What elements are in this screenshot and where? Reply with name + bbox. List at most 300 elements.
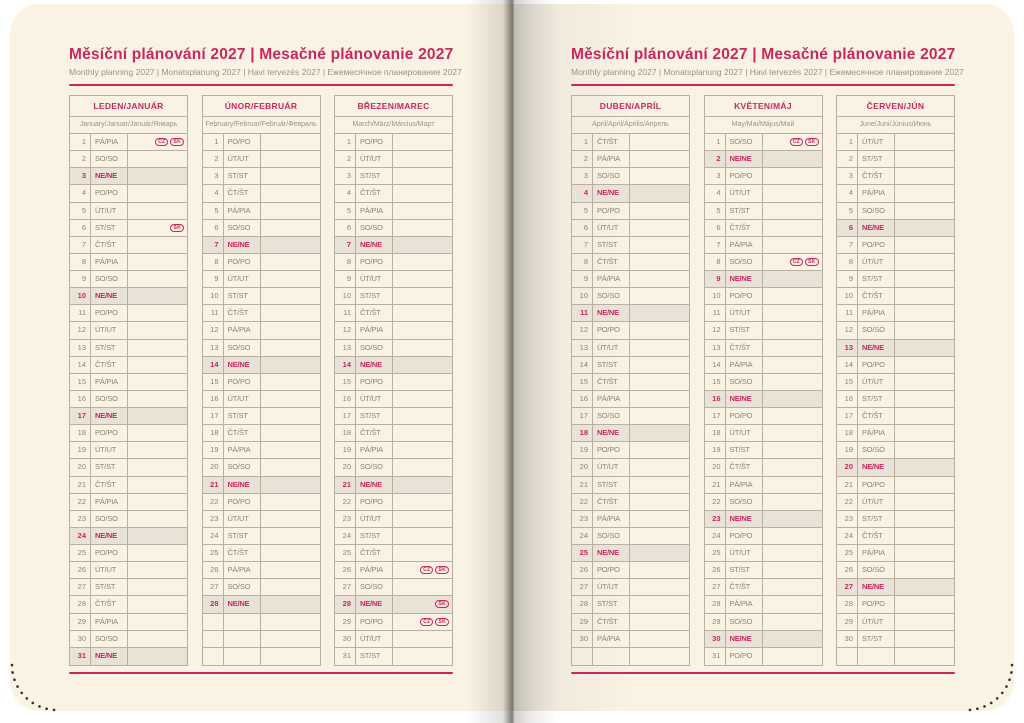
notes-cell [261,357,320,373]
day-name: ÚT/UT [224,271,261,287]
day-row [837,134,954,151]
empty-row [837,648,954,665]
day-number: 6 [203,220,224,236]
day-name: SO/SO [356,579,393,595]
day-number: 18 [837,425,858,441]
notes-cell [261,562,320,578]
notes-cell [261,391,320,407]
notes-cell [261,254,320,270]
day-row [705,305,822,322]
day-row [70,477,187,494]
day-row [70,340,187,357]
notes-cell [393,254,452,270]
day-number: 13 [203,340,224,356]
day-number: 5 [572,203,593,219]
notes-cell [128,477,187,493]
notes-cell [128,425,187,441]
sk-holiday-badge: SK [435,618,449,626]
day-number: 1 [705,134,726,150]
day-number: 7 [335,237,356,253]
day-number: 3 [203,168,224,184]
notes-cell [895,305,954,321]
notes-cell [763,614,822,630]
notes-cell [393,459,452,475]
day-number: 22 [837,494,858,510]
day-row [70,459,187,476]
day-name [593,648,630,665]
day-row [705,511,822,528]
notes-cell [128,185,187,201]
day-number: 4 [837,185,858,201]
day-row [705,271,822,288]
day-name: ČT/ŠT [356,425,393,441]
day-number: 5 [203,203,224,219]
day-name: ST/ST [593,477,630,493]
day-name: SO/SO [224,220,261,236]
day-number: 23 [705,511,726,527]
day-name: ÚT/UT [356,151,393,167]
day-number: 1 [572,134,593,150]
day-row [705,288,822,305]
day-name: ČT/ŠT [356,305,393,321]
notes-cell [630,237,689,253]
notes-cell [763,134,822,150]
day-row [70,237,187,254]
month-table [202,95,321,666]
day-name: PO/PO [726,648,763,665]
notes-cell [393,237,452,253]
day-number: 30 [335,631,356,647]
day-row [335,459,452,476]
day-name: ST/ST [593,596,630,612]
day-number: 23 [335,511,356,527]
day-name: SO/SO [858,203,895,219]
day-name: SO/SO [224,340,261,356]
notes-cell [393,494,452,510]
day-row [837,168,954,185]
day-name: PÁ/PIA [356,442,393,458]
day-number: 28 [837,596,858,612]
day-number: 31 [335,648,356,665]
day-name: ÚT/UT [726,545,763,561]
page-title: Měsíční plánování 2027 | Mesačné plánovanie 2027 [571,46,956,63]
day-number: 20 [705,459,726,475]
day-row [70,374,187,391]
notes-cell [630,545,689,561]
notes-cell [261,185,320,201]
day-name: NE/NE [91,408,128,424]
day-row [70,425,187,442]
day-name [224,648,261,665]
day-row [572,203,689,220]
day-name: SO/SO [593,288,630,304]
day-row [203,134,320,151]
day-row [572,494,689,511]
day-row [837,511,954,528]
sk-holiday-badge: SK [435,566,449,574]
notes-cell [630,220,689,236]
notes-cell [630,340,689,356]
day-name: ČT/ŠT [91,237,128,253]
day-number: 15 [203,374,224,390]
day-row [705,220,822,237]
day-row [572,408,689,425]
day-number: 17 [572,408,593,424]
day-name: ST/ST [356,648,393,665]
day-row [572,545,689,562]
notes-cell [393,357,452,373]
day-row [572,391,689,408]
day-number: 8 [70,254,91,270]
day-row [70,134,187,151]
notes-cell [763,425,822,441]
day-row [70,408,187,425]
day-number: 28 [335,596,356,612]
notes-cell [630,185,689,201]
day-row [705,528,822,545]
day-name: ÚT/UT [356,511,393,527]
day-number: 14 [335,357,356,373]
day-number: 30 [705,631,726,647]
day-name: ÚT/UT [356,631,393,647]
day-row [572,357,689,374]
day-name: ČT/ŠT [726,340,763,356]
day-number: 16 [705,391,726,407]
month-name: DUBEN/APRÍL [572,96,689,117]
notes-cell [763,528,822,544]
day-name: ČT/ŠT [726,220,763,236]
month-tables-left [69,95,453,666]
day-name: PO/PO [593,442,630,458]
day-name: PO/PO [858,237,895,253]
notes-cell [393,168,452,184]
day-number: 15 [705,374,726,390]
day-number: 4 [70,185,91,201]
notes-cell [261,322,320,338]
day-number [203,648,224,665]
day-name: PO/PO [858,477,895,493]
notes-cell [261,614,320,630]
notes-cell [763,648,822,665]
day-row [837,203,954,220]
notes-cell [630,271,689,287]
day-row [203,254,320,271]
day-name: PO/PO [224,134,261,150]
day-row [572,288,689,305]
day-number [837,648,858,665]
day-name: ST/ST [726,562,763,578]
day-name: NE/NE [858,459,895,475]
day-name: PO/PO [726,528,763,544]
notes-cell [261,494,320,510]
sk-holiday-badge: SK [435,600,449,608]
day-name: NE/NE [726,151,763,167]
day-row [335,185,452,202]
day-number: 27 [837,579,858,595]
notes-cell [261,237,320,253]
day-row [335,237,452,254]
notes-cell [128,305,187,321]
day-row [70,288,187,305]
notes-cell [393,151,452,167]
day-number [203,631,224,647]
day-row [705,596,822,613]
day-name: SO/SO [224,459,261,475]
day-row [572,340,689,357]
day-name: ČT/ŠT [224,425,261,441]
notes-cell [763,408,822,424]
day-number: 8 [203,254,224,270]
day-name: SO/SO [91,271,128,287]
day-number: 30 [70,631,91,647]
day-name: NE/NE [593,545,630,561]
notes-cell [895,614,954,630]
day-number: 15 [572,374,593,390]
notes-cell [128,203,187,219]
cz-holiday-badge: CZ [790,258,803,266]
day-number: 19 [705,442,726,458]
sk-holiday-badge: SK [805,138,819,146]
day-name: ÚT/UT [356,271,393,287]
day-row [203,408,320,425]
day-number: 7 [70,237,91,253]
notes-cell [895,288,954,304]
day-number: 15 [335,374,356,390]
notes-cell [393,631,452,647]
day-row [335,151,452,168]
day-number: 8 [705,254,726,270]
day-row [705,322,822,339]
day-row [70,631,187,648]
day-number: 18 [572,425,593,441]
day-row [572,579,689,596]
day-row [335,220,452,237]
day-name: PÁ/PIA [593,151,630,167]
day-number: 11 [705,305,726,321]
day-row [705,579,822,596]
day-number: 23 [70,511,91,527]
notes-cell [261,151,320,167]
day-name: NE/NE [726,391,763,407]
day-row [70,151,187,168]
day-row [70,545,187,562]
day-name: ST/ST [593,237,630,253]
day-number: 8 [335,254,356,270]
day-number [203,614,224,630]
day-name: ÚT/UT [858,614,895,630]
day-row [203,185,320,202]
day-row [837,391,954,408]
notes-cell [630,511,689,527]
day-row [837,374,954,391]
notes-cell [128,168,187,184]
notes-cell [261,459,320,475]
day-name: ÚT/UT [91,322,128,338]
notes-cell [393,322,452,338]
notes-cell [630,631,689,647]
empty-row [203,614,320,631]
day-name: PÁ/PIA [726,477,763,493]
day-number: 25 [70,545,91,561]
day-row [572,322,689,339]
day-name: PO/PO [91,305,128,321]
day-row [70,579,187,596]
day-name: ST/ST [224,168,261,184]
day-number: 21 [335,477,356,493]
notes-cell [393,511,452,527]
day-row [705,134,822,151]
notes-cell [630,459,689,475]
day-number: 6 [837,220,858,236]
notes-cell [393,391,452,407]
day-row [705,442,822,459]
notes-cell [128,254,187,270]
notes-cell [763,168,822,184]
cz-holiday-badge: CZ [155,138,168,146]
day-name: ÚT/UT [593,220,630,236]
notes-cell [630,408,689,424]
day-row [335,425,452,442]
day-row [837,408,954,425]
notes-cell [393,408,452,424]
notes-cell [895,425,954,441]
day-number: 13 [335,340,356,356]
day-row [335,596,452,613]
day-number: 16 [70,391,91,407]
empty-row [203,631,320,648]
notes-cell [128,579,187,595]
notes-cell [763,391,822,407]
day-name: SO/SO [726,254,763,270]
day-row [837,425,954,442]
day-name: SO/SO [356,340,393,356]
month-table [69,95,188,666]
day-number: 20 [572,459,593,475]
day-name: ČT/ŠT [593,374,630,390]
day-name: PÁ/PIA [356,203,393,219]
notes-cell [895,168,954,184]
day-number: 18 [70,425,91,441]
day-name: PÁ/PIA [356,322,393,338]
notes-cell [763,322,822,338]
day-number: 9 [335,271,356,287]
day-number: 12 [70,322,91,338]
day-row [335,528,452,545]
day-name: SO/SO [91,511,128,527]
day-name: ČT/ŠT [91,477,128,493]
notes-cell [895,340,954,356]
day-row [203,203,320,220]
notes-cell [895,408,954,424]
day-name: PÁ/PIA [726,237,763,253]
day-number: 20 [203,459,224,475]
day-name: PO/PO [858,357,895,373]
notes-cell [128,596,187,612]
day-number: 26 [335,562,356,578]
notes-cell [393,425,452,441]
day-row [837,288,954,305]
day-number: 30 [837,631,858,647]
day-name: PO/PO [91,545,128,561]
day-number: 9 [70,271,91,287]
day-number: 18 [335,425,356,441]
notes-cell [895,271,954,287]
day-name: ČT/ŠT [224,545,261,561]
day-row [335,477,452,494]
notes-cell [393,528,452,544]
notes-cell [630,562,689,578]
notes-cell [763,494,822,510]
notes-cell [630,254,689,270]
day-row [203,288,320,305]
notes-cell [630,596,689,612]
day-name: ST/ST [91,340,128,356]
day-row [335,322,452,339]
day-name: ST/ST [91,220,128,236]
notes-cell [393,648,452,665]
notes-cell [261,477,320,493]
day-row [203,237,320,254]
notes-cell [630,288,689,304]
day-row [705,151,822,168]
day-row [70,357,187,374]
day-name: ČT/ŠT [224,185,261,201]
notes-cell [393,579,452,595]
notes-cell [261,648,320,665]
day-name: PÁ/PIA [224,203,261,219]
notes-cell [128,322,187,338]
notes-cell [261,305,320,321]
day-name: ČT/ŠT [726,579,763,595]
notes-cell [895,220,954,236]
day-row [203,425,320,442]
notes-cell [895,579,954,595]
day-row [70,596,187,613]
day-name: PÁ/PIA [593,631,630,647]
day-name: ÚT/UT [726,425,763,441]
day-number: 14 [70,357,91,373]
day-name: NE/NE [91,648,128,665]
day-row [70,494,187,511]
day-number: 6 [335,220,356,236]
day-number: 17 [837,408,858,424]
day-number: 14 [705,357,726,373]
notes-cell [128,528,187,544]
day-row [572,459,689,476]
day-number: 31 [70,648,91,665]
day-row [837,631,954,648]
day-number: 10 [705,288,726,304]
day-name: ČT/ŠT [91,596,128,612]
month-languages: March/März/Március/Март [335,117,452,134]
day-row [705,494,822,511]
notes-cell [630,425,689,441]
day-row [837,254,954,271]
day-number: 4 [705,185,726,201]
day-name: NE/NE [91,168,128,184]
day-number: 4 [203,185,224,201]
notes-cell [763,562,822,578]
day-number: 25 [572,545,593,561]
day-number: 22 [705,494,726,510]
day-name: SO/SO [91,151,128,167]
day-row [705,168,822,185]
day-number: 22 [203,494,224,510]
day-number: 15 [837,374,858,390]
day-name: PÁ/PIA [726,596,763,612]
day-number: 14 [837,357,858,373]
day-name: PO/PO [726,288,763,304]
